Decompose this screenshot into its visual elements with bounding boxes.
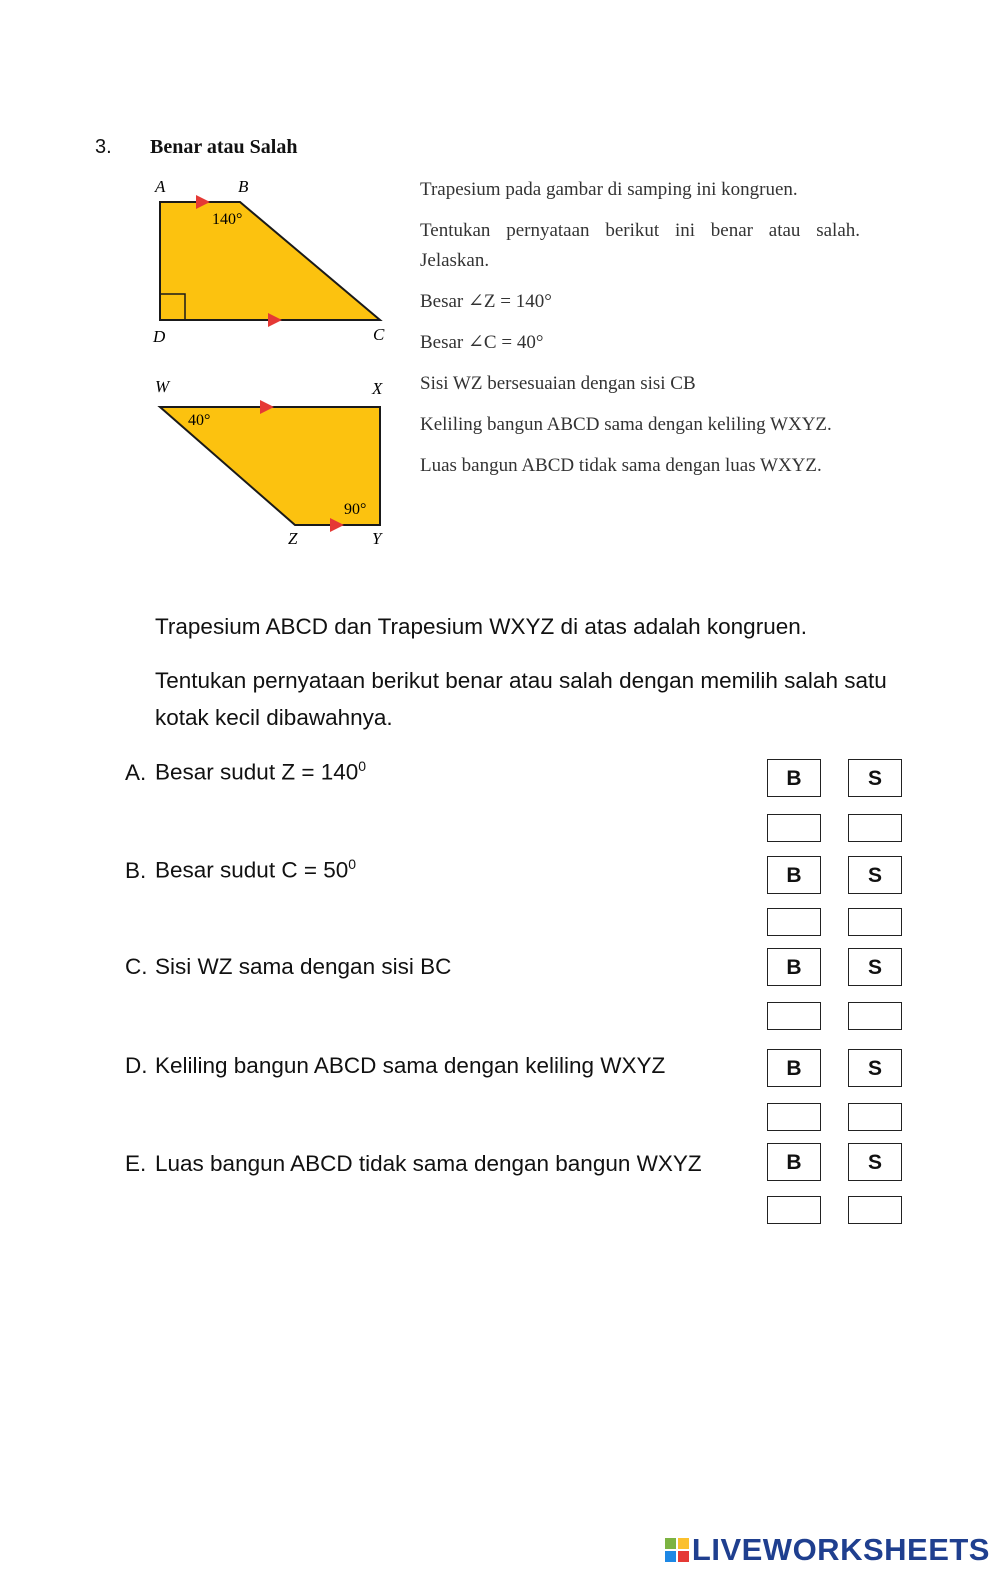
option-s-label: S [848, 948, 902, 986]
option-b-label: B [767, 948, 821, 986]
answer-box-d-salah[interactable] [848, 1103, 902, 1131]
question-text: Luas bangun ABCD tidak sama dengan bangun WXYZ [155, 1151, 702, 1176]
degree-superscript: 0 [358, 758, 367, 774]
vertex-label-d: D [153, 327, 166, 346]
question-text: Keliling bangun ABCD sama dengan keliling WXYZ [155, 1053, 666, 1078]
main-instruction: Tentukan pernyataan berikut benar atau salah dengan memilih salah satu kotak kecil dibawahnya. [155, 668, 887, 730]
answer-box-b-salah[interactable] [848, 908, 902, 936]
vertex-label-w: W [155, 377, 170, 396]
answer-box-c-benar[interactable] [767, 1002, 821, 1030]
degree-superscript: 0 [348, 856, 357, 872]
option-s-label: S [848, 1049, 902, 1087]
option-s-label: S [848, 759, 902, 797]
vertex-label-x: X [372, 379, 383, 398]
answer-box-e-benar[interactable] [767, 1196, 821, 1224]
statement-instruction: Tentukan pernyataan berikut ini benar atau salah. Jelaskan. [420, 220, 860, 271]
statement-list [420, 175, 860, 492]
brand-name: LIVEWORKSHEETS [691, 1532, 990, 1567]
liveworksheets-icon [664, 1537, 690, 1563]
answer-box-e-salah[interactable] [848, 1196, 902, 1224]
vertex-label-z: Z [288, 529, 298, 548]
question-number: 3. [95, 136, 112, 158]
trapezoid-figure [140, 170, 400, 560]
vertex-label-b: B [238, 177, 249, 196]
question-letter: B. [125, 857, 147, 883]
option-b-label: B [767, 1049, 821, 1087]
angle-label-w: 40° [188, 412, 211, 429]
answer-box-c-salah[interactable] [848, 1002, 902, 1030]
vertex-label-c: C [373, 325, 385, 344]
question-text: Sisi WZ sama dengan sisi BC [155, 954, 452, 979]
main-intro: Trapesium ABCD dan Trapesium WXYZ di atas adalah kongruen. [155, 614, 807, 639]
question-letter: A. [125, 759, 147, 785]
option-b-label: B [767, 1143, 821, 1181]
question-c [125, 954, 451, 980]
question-a [125, 758, 366, 786]
answer-box-a-benar[interactable] [767, 814, 821, 842]
vertex-label-a: A [155, 177, 166, 196]
question-text: Besar sudut C = 50 [155, 857, 349, 883]
question-e [125, 1151, 702, 1177]
section-title: Benar atau Salah [150, 136, 298, 158]
statement-2: Besar ∠C = 40° [420, 332, 544, 353]
option-b-label: B [767, 856, 821, 894]
statement-4: Keliling bangun ABCD sama dengan keliling WXYZ. [420, 414, 832, 435]
question-d [125, 1053, 665, 1079]
question-letter: D. [125, 1053, 148, 1078]
answer-box-a-salah[interactable] [848, 814, 902, 842]
statement-intro: Trapesium pada gambar di samping ini kongruen. [420, 179, 798, 200]
vertex-label-y: Y [372, 529, 382, 548]
angle-label-b: 140° [212, 211, 243, 228]
statement-3: Sisi WZ bersesuaian dengan sisi CB [420, 373, 696, 394]
option-s-label: S [848, 856, 902, 894]
question-letter: C. [125, 954, 148, 979]
answer-box-d-benar[interactable] [767, 1103, 821, 1131]
statement-5: Luas bangun ABCD tidak sama dengan luas WXYZ. [420, 455, 822, 476]
option-b-label: B [767, 759, 821, 797]
question-b [125, 856, 356, 884]
answer-box-b-benar[interactable] [767, 908, 821, 936]
trapezoid-abcd [160, 202, 380, 320]
statement-1: Besar ∠Z = 140° [420, 291, 552, 312]
option-s-label: S [848, 1143, 902, 1181]
angle-label-y: 90° [344, 501, 367, 518]
question-letter: E. [125, 1151, 147, 1176]
liveworksheets-logo [664, 1532, 990, 1568]
question-text: Besar sudut Z = 140 [155, 759, 359, 785]
